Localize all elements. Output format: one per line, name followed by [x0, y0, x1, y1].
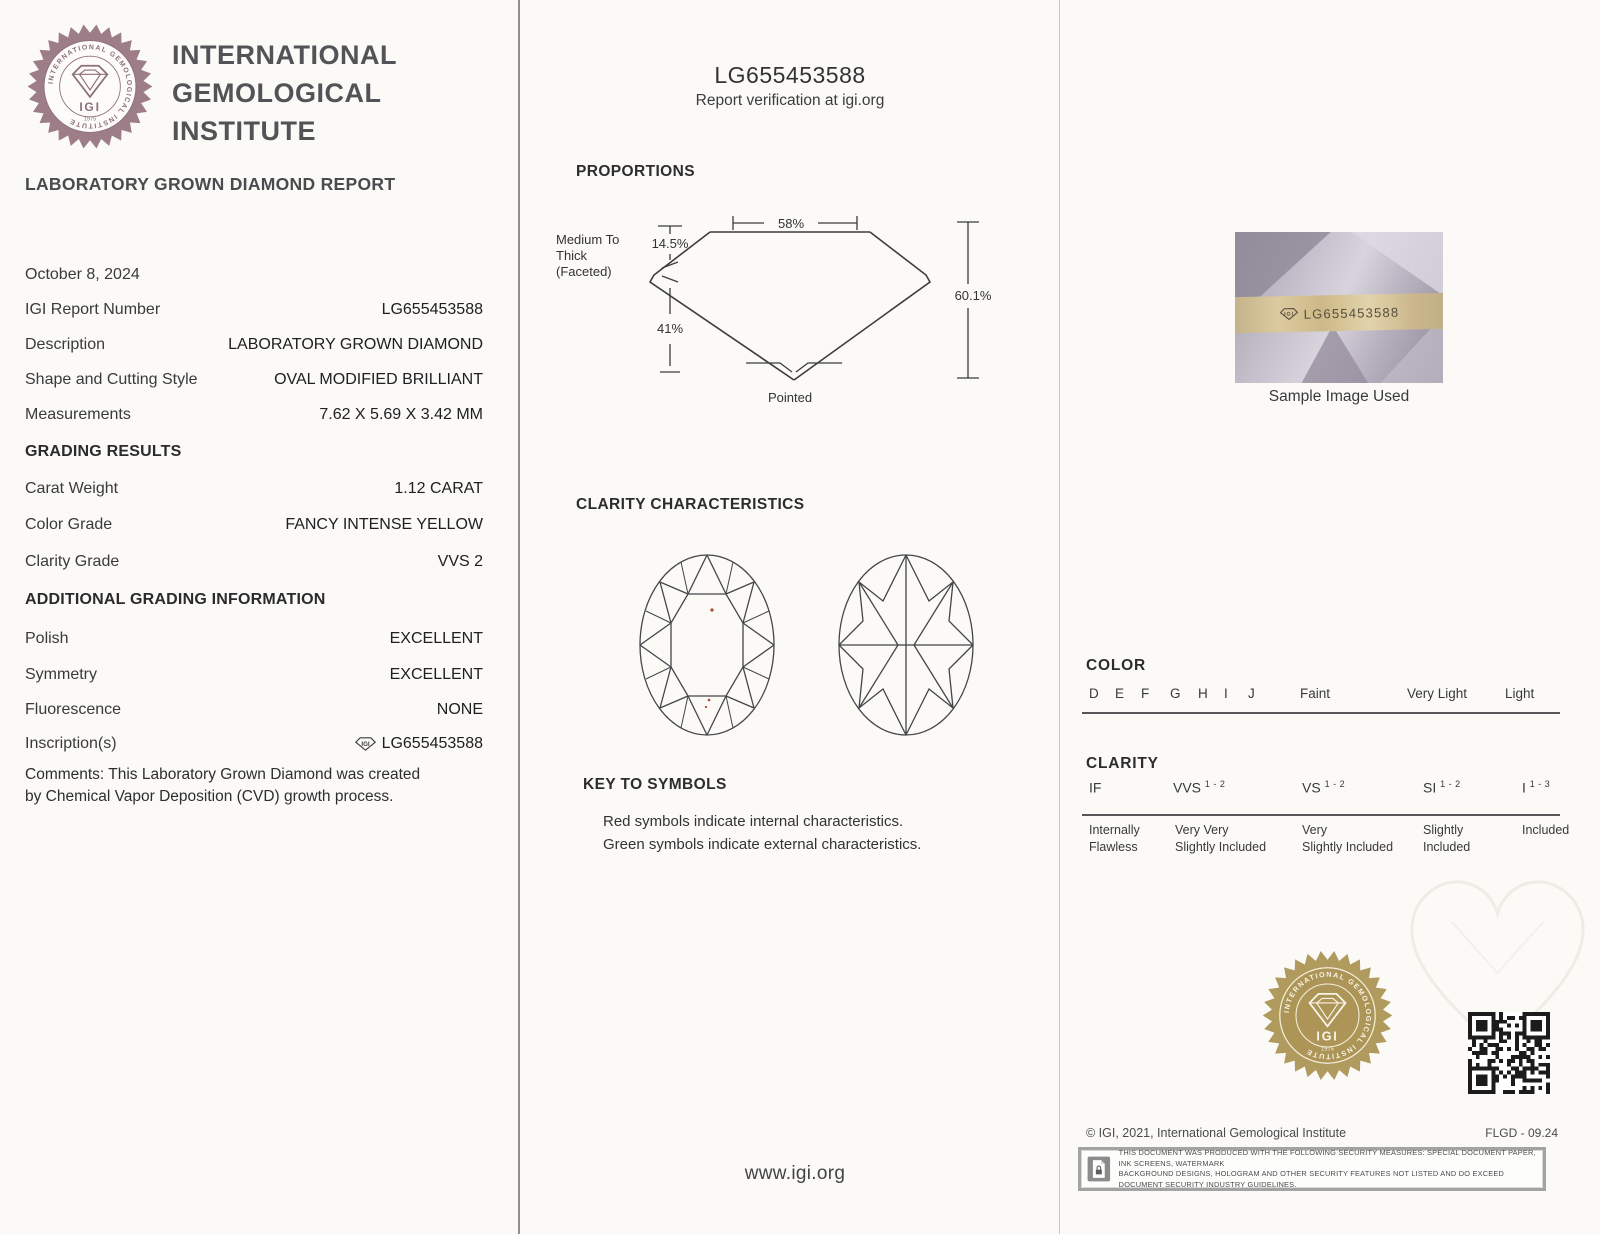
comments-text: Comments: This Laboratory Grown Diamond was created by Chemical Vapor Deposition (CVD) growth process. [25, 766, 421, 805]
institute-name [172, 36, 397, 150]
field-label: Description [25, 336, 106, 353]
girdle-label-line1: Medium To [556, 232, 620, 247]
field-value: 7.62 X 5.69 X 3.42 MM [319, 406, 483, 423]
desc-line: Slightly Included [1302, 840, 1394, 854]
proportions-diagram [540, 196, 1000, 414]
color-letter-G: G [1170, 686, 1181, 701]
form-code: FLGD - 09.24 [1485, 1126, 1558, 1140]
gold-seal-ring-text: INTERNATIONAL GEMOLOGICAL INSTITUTE [1281, 969, 1374, 1062]
gold-seal-year: 1975 [1320, 1046, 1335, 1053]
depth-percent: 60.1% [954, 288, 992, 303]
desc-line: Included [1522, 823, 1570, 837]
shape-row [25, 371, 483, 389]
polish-row [25, 630, 483, 648]
institute-name-line3: INSTITUTE [172, 116, 316, 146]
secure-document-lock-icon [1087, 1152, 1111, 1186]
field-label: Polish [25, 630, 69, 647]
website-url: www.igi.org [744, 1163, 846, 1184]
desc-line: Slightly Included [1175, 840, 1267, 854]
color-grade-row [25, 516, 483, 534]
clarity-grade-sup: 1 - 2 [1324, 779, 1346, 789]
symmetry-row [25, 666, 483, 684]
measurement-brackets [658, 216, 979, 378]
inscription-number: LG655453588 [381, 735, 483, 752]
seal-monogram: IGI [79, 99, 101, 114]
security-line-1: THIS DOCUMENT WAS PRODUCED WITH THE FOLLOWING SECURITY MEASURES: SPECIAL DOCUMENT PAPER, INK SCREENS, WATERMARK [1118, 1148, 1536, 1168]
igi-mark-icon [354, 736, 377, 752]
diamond-profile-outline [650, 232, 930, 380]
desc-line: Flawless [1089, 840, 1138, 854]
measurements-row [25, 406, 483, 424]
desc-line: Slightly [1423, 823, 1464, 837]
copyright-text: © IGI, 2021, International Gemological Institute [1086, 1126, 1347, 1140]
clarity-grade-sup: 1 - 3 [1529, 779, 1551, 789]
clarity-grade-row [25, 553, 483, 571]
proportions-heading: PROPORTIONS [576, 163, 695, 180]
clarity-scale-row [0, 779, 1600, 803]
field-value: VVS 2 [437, 553, 483, 570]
clarity-desc-VS [1302, 822, 1393, 856]
field-value: FANCY INTENSE YELLOW [285, 516, 483, 533]
girdle-label-line2: Thick [556, 248, 588, 263]
institute-name-line1: INTERNATIONAL [172, 40, 397, 70]
color-range-faint: Faint [1300, 686, 1331, 701]
color-scale-rule [1082, 712, 1560, 714]
key-line-internal: Red symbols indicate internal characteristics. [603, 813, 904, 830]
sample-diamond-photo [1235, 232, 1443, 383]
report-number-row [25, 301, 483, 319]
clarity-desc-IF [1089, 822, 1140, 856]
color-letter-J: J [1248, 686, 1255, 701]
clarity-scale-rule [1082, 814, 1560, 816]
additional-grading-header: ADDITIONAL GRADING INFORMATION [25, 591, 326, 608]
field-value: EXCELLENT [389, 666, 483, 683]
color-range-light: Light [1505, 686, 1535, 701]
desc-line: Very Very [1175, 823, 1229, 837]
field-label: Clarity Grade [25, 553, 120, 570]
field-label: Shape and Cutting Style [25, 371, 198, 388]
color-range-very-light: Very Light [1407, 686, 1468, 701]
report-type-title: LABORATORY GROWN DIAMOND REPORT [25, 174, 396, 194]
field-label: Fluorescence [25, 701, 122, 718]
field-label: Carat Weight [25, 480, 119, 497]
clarity-grade-sup: 1 - 2 [1440, 779, 1461, 789]
clarity-grade-SI: SI [1423, 779, 1437, 796]
color-scale-heading: COLOR [1086, 657, 1146, 674]
color-letter-F: F [1141, 686, 1150, 701]
panel-divider-left [518, 0, 520, 1234]
report-date-row [25, 266, 483, 284]
field-value: NONE [436, 701, 483, 718]
field-value: EXCELLENT [389, 630, 483, 647]
clarity-scale-heading: CLARITY [1086, 755, 1159, 772]
field-value: LG655453588 [381, 301, 483, 318]
field-value: LABORATORY GROWN DIAMOND [228, 336, 483, 353]
security-line-2: BACKGROUND DESIGNS, HOLOGRAM AND OTHER SECURITY FEATURES NOT LISTED AND DO EXCEED DOCUMENT SECURITY INDUSTRY GUIDELINES. [1118, 1169, 1505, 1189]
institute-name-line2: GEMOLOGICAL [172, 78, 382, 108]
verification-note: Report verification at igi.org [695, 92, 885, 109]
pavilion-percent: 41% [656, 321, 684, 336]
laser-inscription-number: LG655453588 [1303, 304, 1400, 322]
clarity-plot-diagrams [552, 548, 1002, 745]
desc-line: Included [1423, 840, 1471, 854]
field-value: 1.12 CARAT [394, 480, 483, 497]
color-scale-row [0, 686, 1600, 706]
seal-year: 1975 [83, 116, 97, 123]
panel-divider-right [1059, 0, 1060, 1234]
field-label: Symmetry [25, 666, 97, 683]
desc-line: Internally [1089, 823, 1140, 837]
clarity-desc-VVS [1175, 822, 1266, 856]
culet-label: Pointed [767, 390, 813, 405]
security-notice-text [1119, 1148, 1537, 1190]
field-label: Color Grade [25, 516, 113, 533]
qr-code [1468, 1012, 1550, 1094]
pavilion-view-plot [839, 555, 973, 735]
clarity-characteristics-heading: CLARITY CHARACTERISTICS [576, 496, 805, 513]
report-date: October 8, 2024 [25, 266, 140, 283]
clarity-grade-sup: 1 - 2 [1204, 779, 1226, 789]
key-line-external: Green symbols indicate external characteristics. [603, 836, 922, 853]
carat-weight-row [25, 480, 483, 498]
field-value: OVAL MODIFIED BRILLIANT [274, 371, 483, 388]
laser-inscription-band [1235, 293, 1443, 334]
svg-text:IGI: IGI [360, 740, 370, 748]
inscription-row [25, 735, 483, 753]
igi-mark-icon [1279, 307, 1299, 321]
clarity-grade-IF: IF [1089, 779, 1102, 796]
report-number-heading: LG655453588 [714, 62, 866, 88]
clarity-desc-I [1522, 822, 1569, 839]
table-percent: 58% [777, 216, 805, 231]
color-letter-H: H [1198, 686, 1208, 701]
seal-ring-text: INTERNATIONAL GEMOLOGICAL INSTITUTE [47, 44, 133, 129]
clarity-grade-I: I [1522, 779, 1526, 796]
igi-gold-seal [1260, 948, 1395, 1083]
field-label: Measurements [25, 406, 131, 423]
clarity-descriptions-row [0, 822, 1600, 862]
color-letter-D: D [1089, 686, 1099, 701]
color-letter-I: I [1224, 686, 1228, 701]
igi-seal-logo [25, 20, 155, 153]
girdle-label-line3: (Faceted) [556, 264, 612, 279]
sample-image-caption: Sample Image Used [1268, 388, 1410, 405]
svg-text:IGI: IGI [1283, 312, 1294, 319]
color-letter-E: E [1115, 686, 1125, 701]
security-notice-box [1078, 1147, 1546, 1191]
key-to-symbols-heading: KEY TO SYMBOLS [583, 776, 727, 793]
grading-results-header: GRADING RESULTS [25, 443, 182, 460]
clarity-grade-VVS: VVS [1173, 779, 1202, 796]
desc-line: Very [1302, 823, 1328, 837]
crown-percent: 14.5% [651, 236, 689, 251]
clarity-grade-VS: VS [1302, 779, 1321, 796]
description-row [25, 336, 483, 354]
field-label: IGI Report Number [25, 301, 161, 318]
crown-view-plot [640, 555, 774, 735]
field-label: Inscription(s) [25, 735, 117, 752]
clarity-desc-SI [1423, 822, 1470, 856]
gold-seal-monogram: IGI [1316, 1029, 1339, 1044]
